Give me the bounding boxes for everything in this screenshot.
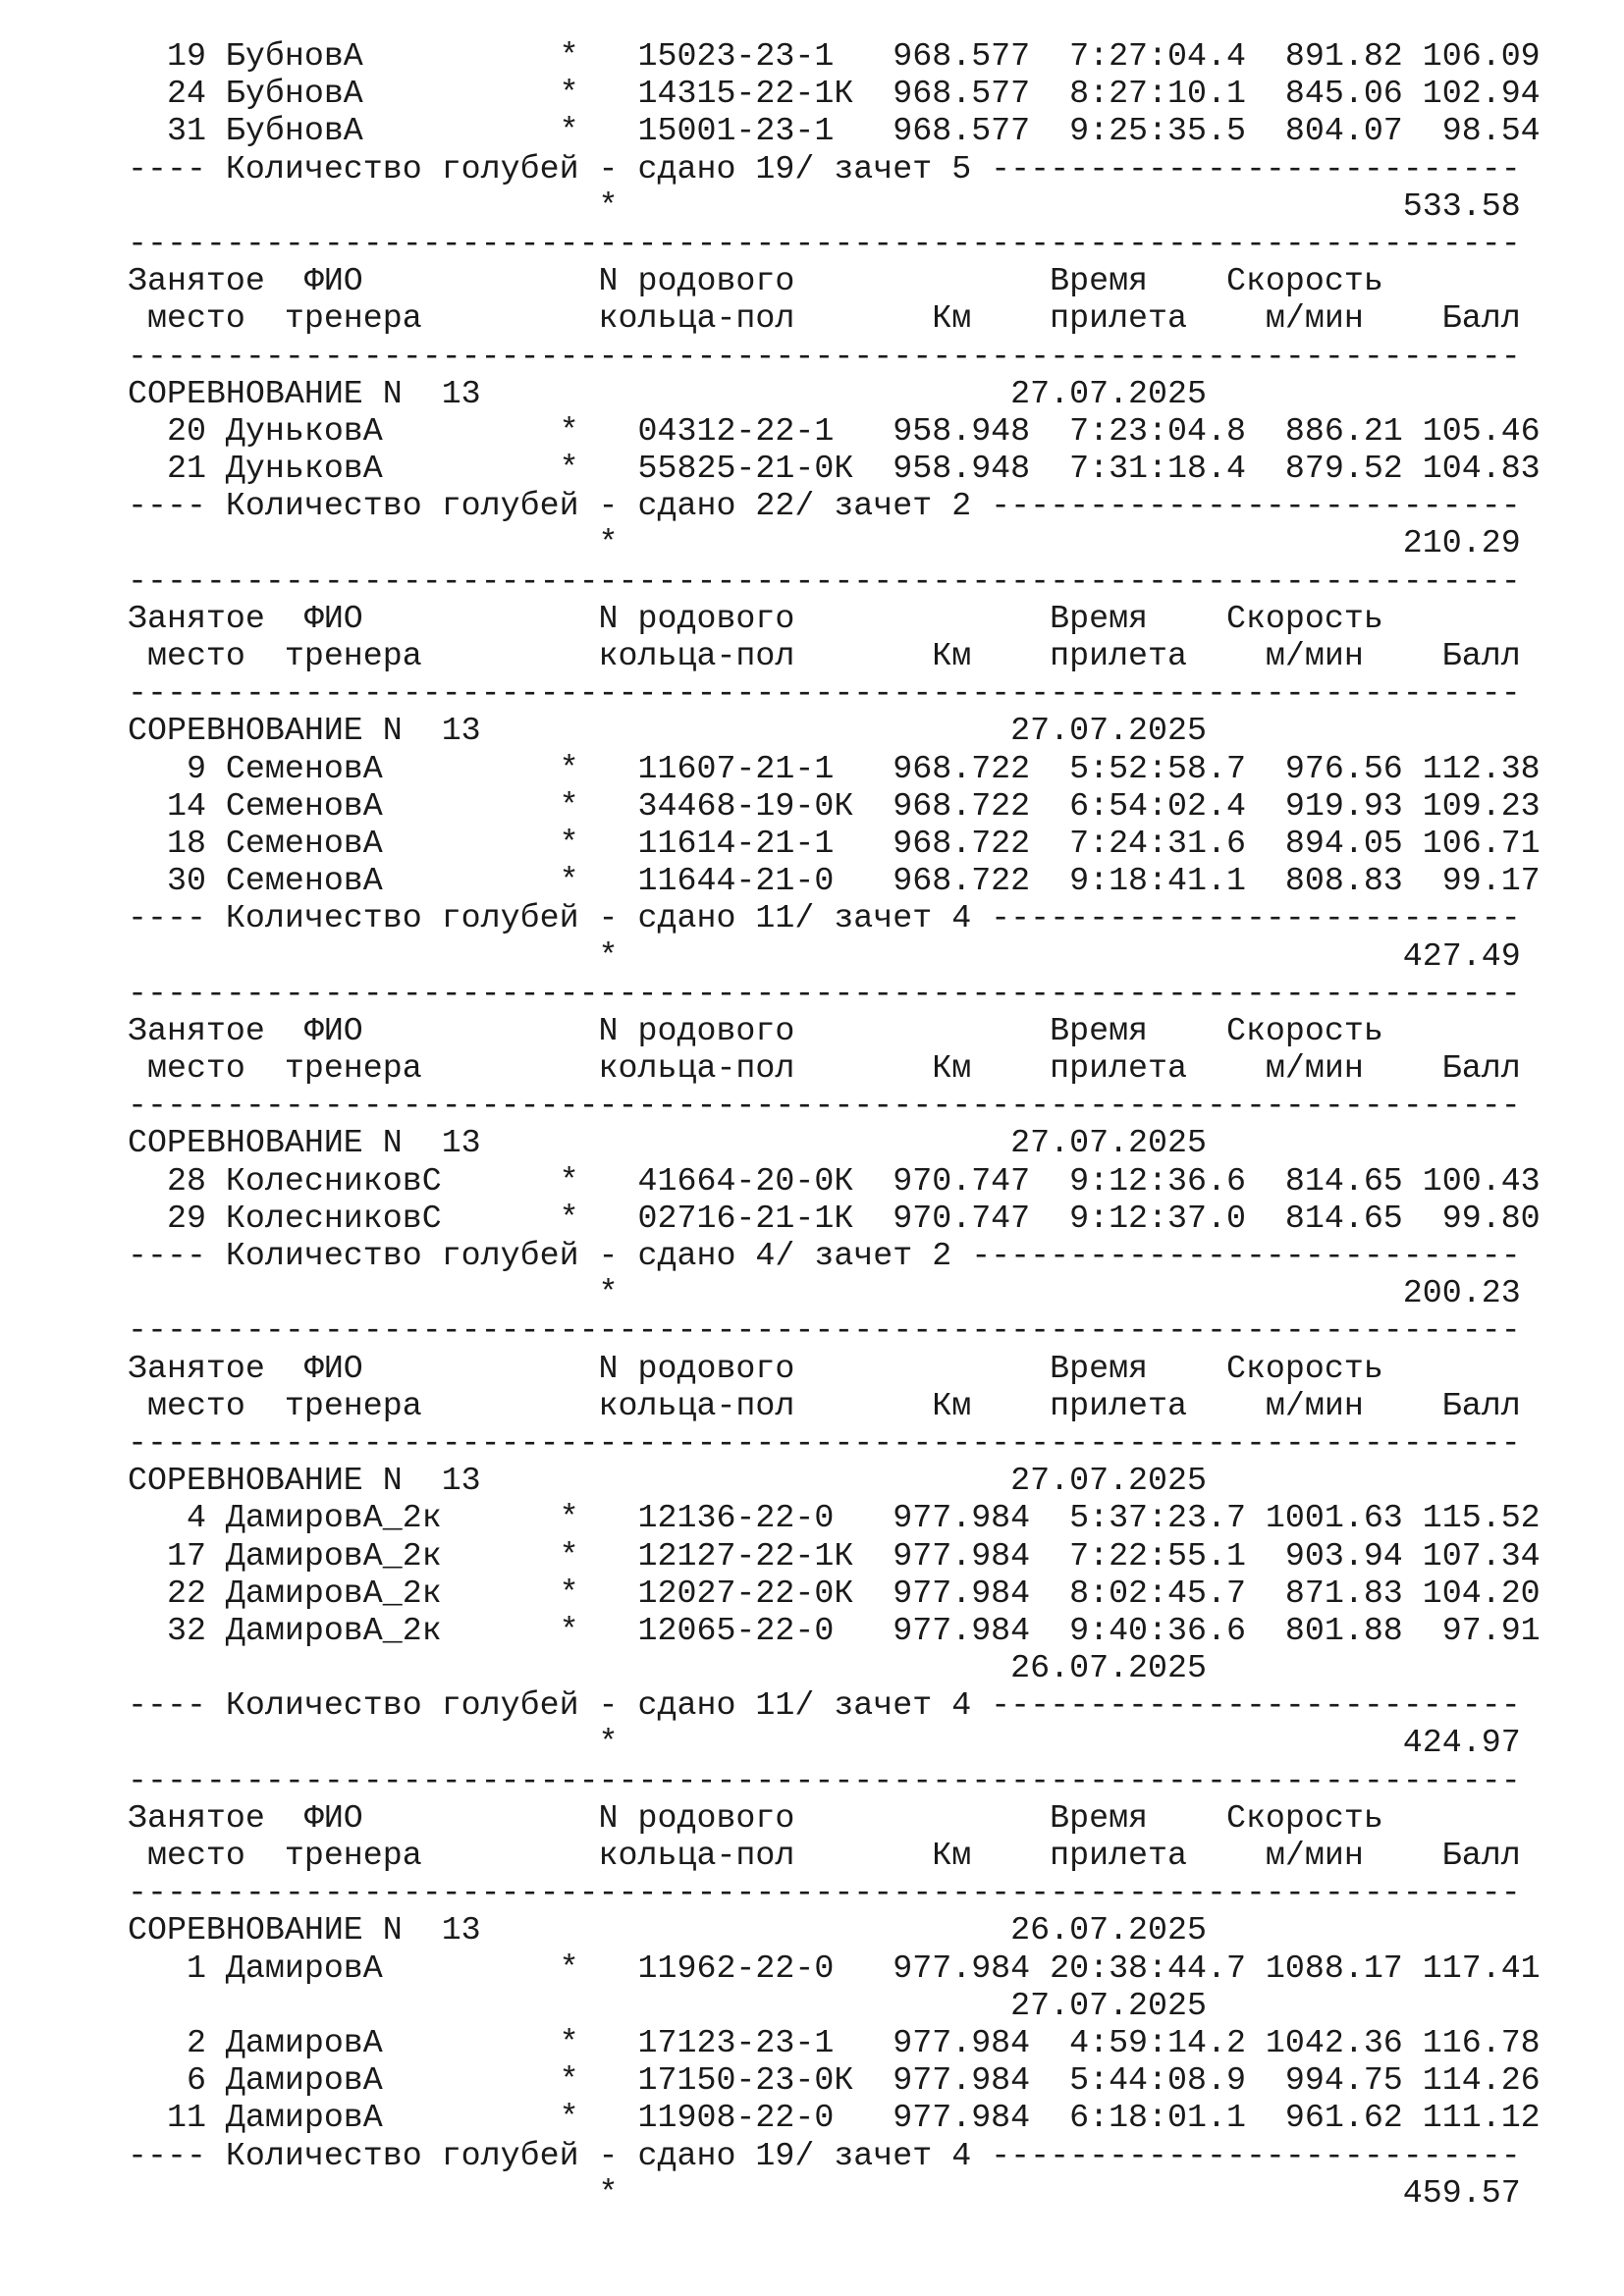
report-line: ---- Количество голубей - сдано 19/ зачет 4 ---------------------------	[128, 2136, 1521, 2174]
report-line: 14 СеменовА * 34468-19-0К 968.722 6:54:02.4 919.93 109.23	[128, 786, 1541, 825]
report-line: 24 БубновА * 14315-22-1К 968.577 8:27:10.1 845.06 102.94	[128, 75, 1541, 113]
report-line: 18 СеменовА * 11614-21-1 968.722 7:24:31.6 894.05 106.71	[128, 824, 1541, 862]
report-line: ---- Количество голубей - сдано 4/ зачет 2 ----------------------------	[128, 1237, 1521, 1274]
report-line: -----------------------------------------------------------------------	[128, 1087, 1521, 1125]
report-line: Занятое ФИО N родового Время Скорость	[128, 599, 1383, 637]
report-line: Занятое ФИО N родового Время Скорость	[128, 1349, 1383, 1387]
report-line: 32 ДамировА_2к * 12065-22-0 977.984 9:40:36.6 801.88 97.91	[128, 1611, 1541, 1649]
report-line: СОРЕВНОВАНИЕ N 13 27.07.2025	[128, 374, 1207, 412]
report-line: -----------------------------------------------------------------------	[128, 1874, 1521, 1912]
report-line: * 427.49	[128, 936, 1521, 975]
report-line: 27.07.2025	[128, 1986, 1207, 2024]
competition-results-report	[128, 37, 1541, 2212]
report-line: ---- Количество голубей - сдано 22/ зачет 2 ---------------------------	[128, 487, 1521, 525]
report-line: ---- Количество голубей - сдано 11/ зачет 4 ---------------------------	[128, 899, 1521, 937]
report-line: 30 СеменовА * 11644-21-0 968.722 9:18:41.1 808.83 99.17	[128, 862, 1541, 900]
report-line: СОРЕВНОВАНИЕ N 13 27.07.2025	[128, 1124, 1207, 1162]
report-line: 11 ДамировА * 11908-22-0 977.984 6:18:01.1 961.62 111.12	[128, 2099, 1541, 2137]
report-line: -----------------------------------------------------------------------	[128, 561, 1521, 600]
report-line: 4 ДамировА_2к * 12136-22-0 977.984 5:37:23.7 1001.63 115.52	[128, 1499, 1541, 1537]
report-line: место тренера кольца-пол Км прилета м/мин Балл	[128, 1386, 1521, 1424]
report-line: ---- Количество голубей - сдано 19/ зачет 5 ---------------------------	[128, 149, 1521, 187]
report-line: Занятое ФИО N родового Время Скорость	[128, 1011, 1383, 1049]
report-line: 6 ДамировА * 17150-23-0К 977.984 5:44:08.9 994.75 114.26	[128, 2061, 1541, 2100]
report-line: -----------------------------------------------------------------------	[128, 674, 1521, 713]
report-line: * 459.57	[128, 2173, 1521, 2212]
report-line: 22 ДамировА_2к * 12027-22-0К 977.984 8:02:45.7 871.83 104.20	[128, 1574, 1541, 1612]
report-line: место тренера кольца-пол Км прилета м/мин Балл	[128, 637, 1521, 674]
report-line: 26.07.2025	[128, 1649, 1207, 1687]
report-line: Занятое ФИО N родового Время Скорость	[128, 1798, 1383, 1837]
report-line: -----------------------------------------------------------------------	[128, 974, 1521, 1012]
report-line: 2 ДамировА * 17123-23-1 977.984 4:59:14.2 1042.36 116.78	[128, 2023, 1541, 2061]
report-line: 19 БубновА * 15023-23-1 968.577 7:27:04.4 891.82 106.09	[128, 37, 1541, 75]
report-line: место тренера кольца-пол Км прилета м/мин Балл	[128, 1837, 1521, 1874]
report-line: -----------------------------------------------------------------------	[128, 337, 1521, 375]
report-line: 21 ДуньковА * 55825-21-0К 958.948 7:31:18.4 879.52 104.83	[128, 450, 1541, 488]
report-line: * 533.58	[128, 187, 1521, 225]
report-line: * 200.23	[128, 1274, 1521, 1312]
report-line: ---- Количество голубей - сдано 11/ зачет 4 ---------------------------	[128, 1686, 1521, 1725]
report-line: -----------------------------------------------------------------------	[128, 1761, 1521, 1799]
report-line: СОРЕВНОВАНИЕ N 13 27.07.2025	[128, 1462, 1207, 1500]
report-line: 9 СеменовА * 11607-21-1 968.722 5:52:58.7 976.56 112.38	[128, 749, 1541, 787]
report-line: -----------------------------------------------------------------------	[128, 224, 1521, 262]
report-line: 20 ДуньковА * 04312-22-1 958.948 7:23:04.8 886.21 105.46	[128, 411, 1541, 450]
report-line: -----------------------------------------------------------------------	[128, 1423, 1521, 1462]
report-line: место тренера кольца-пол Км прилета м/мин Балл	[128, 1049, 1521, 1088]
report-line: СОРЕВНОВАНИЕ N 13 27.07.2025	[128, 712, 1207, 750]
report-line: 1 ДамировА * 11962-22-0 977.984 20:38:44.7 1088.17 117.41	[128, 1949, 1541, 1987]
report-line: 28 КолесниковС * 41664-20-0К 970.747 9:12:36.6 814.65 100.43	[128, 1161, 1541, 1200]
report-line: 29 КолесниковС * 02716-21-1К 970.747 9:12:37.0 814.65 99.80	[128, 1199, 1541, 1237]
report-line: Занятое ФИО N родового Время Скорость	[128, 262, 1383, 300]
report-line: СОРЕВНОВАНИЕ N 13 26.07.2025	[128, 1911, 1207, 1949]
report-line: * 210.29	[128, 524, 1521, 562]
report-line: 17 ДамировА_2к * 12127-22-1К 977.984 7:22:55.1 903.94 107.34	[128, 1536, 1541, 1575]
report-line: место тренера кольца-пол Км прилета м/мин Балл	[128, 299, 1521, 338]
report-line: -----------------------------------------------------------------------	[128, 1311, 1521, 1350]
report-line: 31 БубновА * 15001-23-1 968.577 9:25:35.5 804.07 98.54	[128, 112, 1541, 150]
report-line: * 424.97	[128, 1724, 1521, 1762]
